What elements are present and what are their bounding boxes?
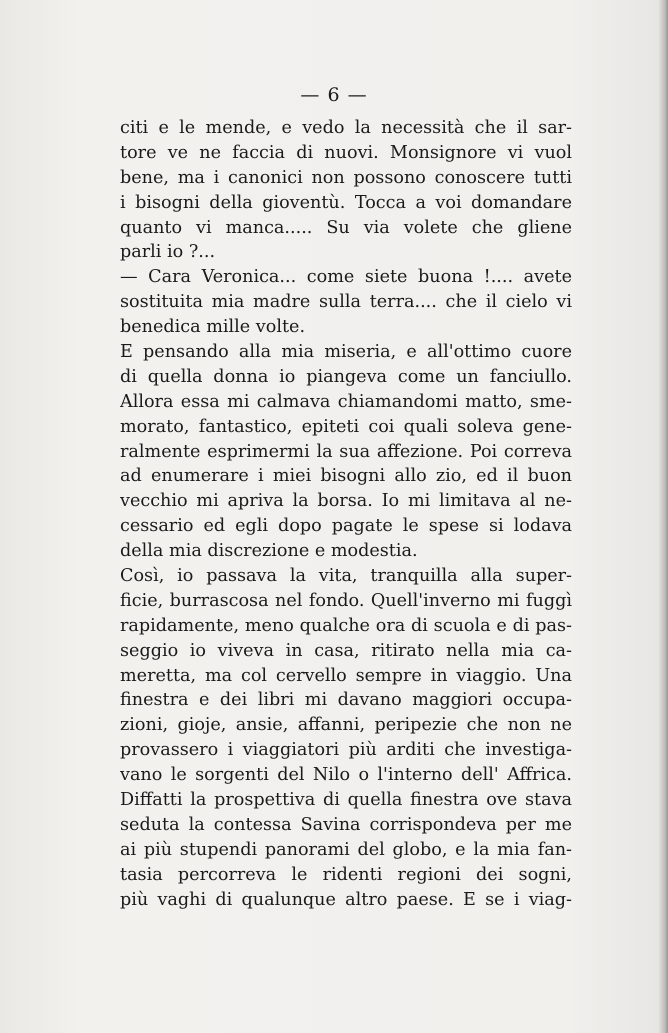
text-line: Così, io passava la vita, tranquilla alla super- (120, 566, 572, 587)
text-line: cessario ed egli dopo pagate le spese si lodava (120, 516, 572, 537)
text-line: zioni, gioje, ansie, affanni, peripezie che non ne (120, 715, 572, 736)
text-line: — Cara Veronica... come siete buona !.... avete (120, 267, 572, 288)
text-line: finestra e dei libri mi davano maggiori occupa- (120, 690, 572, 711)
text-line: benedica mille volte. (120, 317, 306, 338)
text-line: tore ve ne faccia di nuovi. Monsignore vi vuol (120, 142, 572, 163)
text-line: morato, fantastico, epiteti coi quali soleva gene- (120, 416, 572, 437)
body-text (120, 116, 572, 913)
text-line: vecchio mi apriva la borsa. Io mi limitava al ne- (120, 491, 572, 512)
text-line: citi e le mende, e vedo la necessità che il sar- (120, 118, 572, 138)
text-line: bene, ma i canonici non possono conoscere tutti (120, 167, 572, 188)
text-line: più vaghi di qualunque altro paese. E se i viag- (120, 889, 572, 910)
text-line: Diffatti la prospettiva di quella finestra ove stava (120, 790, 572, 811)
text-line: seggio io viveva in casa, ritirato nella mia ca- (120, 640, 572, 661)
text-line: parli io ?... (120, 242, 216, 263)
text-line: tasia percorreva le ridenti regioni dei sogni, (120, 864, 572, 885)
text-line: ai più stupendi panorami del globo, e la mia fan- (120, 839, 572, 860)
text-line: sostituita mia madre sulla terra.... che il cielo vi (120, 292, 572, 313)
text-line: rapidamente, meno qualche ora di scuola e di pas- (120, 615, 572, 636)
text-line: della mia discrezione e modestia. (120, 541, 418, 562)
text-line: i bisogni della gioventù. Tocca a voi domandare (120, 192, 572, 213)
page-edge-shadow (658, 0, 668, 1033)
text-line: ad enumerare i miei bisogni allo zio, ed il buon (120, 466, 572, 487)
text-line: meretta, ma col cervello sempre in viaggio. Una (120, 665, 572, 686)
page-number: — 6 — (300, 84, 368, 106)
text-line: ralmente esprimermi la sua affezione. Poi correva (120, 441, 572, 462)
text-line: ficie, burrascosa nel fondo. Quell'inverno mi fuggì (120, 590, 572, 611)
text-line: di quella donna io piangeva come un fanciullo. (120, 366, 572, 387)
text-line: vano le sorgenti del Nilo o l'interno dell' Affrica. (120, 765, 572, 786)
text-line: provassero i viaggiatori più arditi che investiga- (120, 740, 572, 761)
text-line: Allora essa mi calmava chiamandomi matto, sme- (120, 391, 572, 412)
text-line: seduta la contessa Savina corrispondeva per me (120, 814, 572, 835)
text-line: E pensando alla mia miseria, e all'ottimo cuore (120, 342, 572, 363)
text-line: quanto vi manca..... Su via volete che gliene (120, 217, 572, 238)
